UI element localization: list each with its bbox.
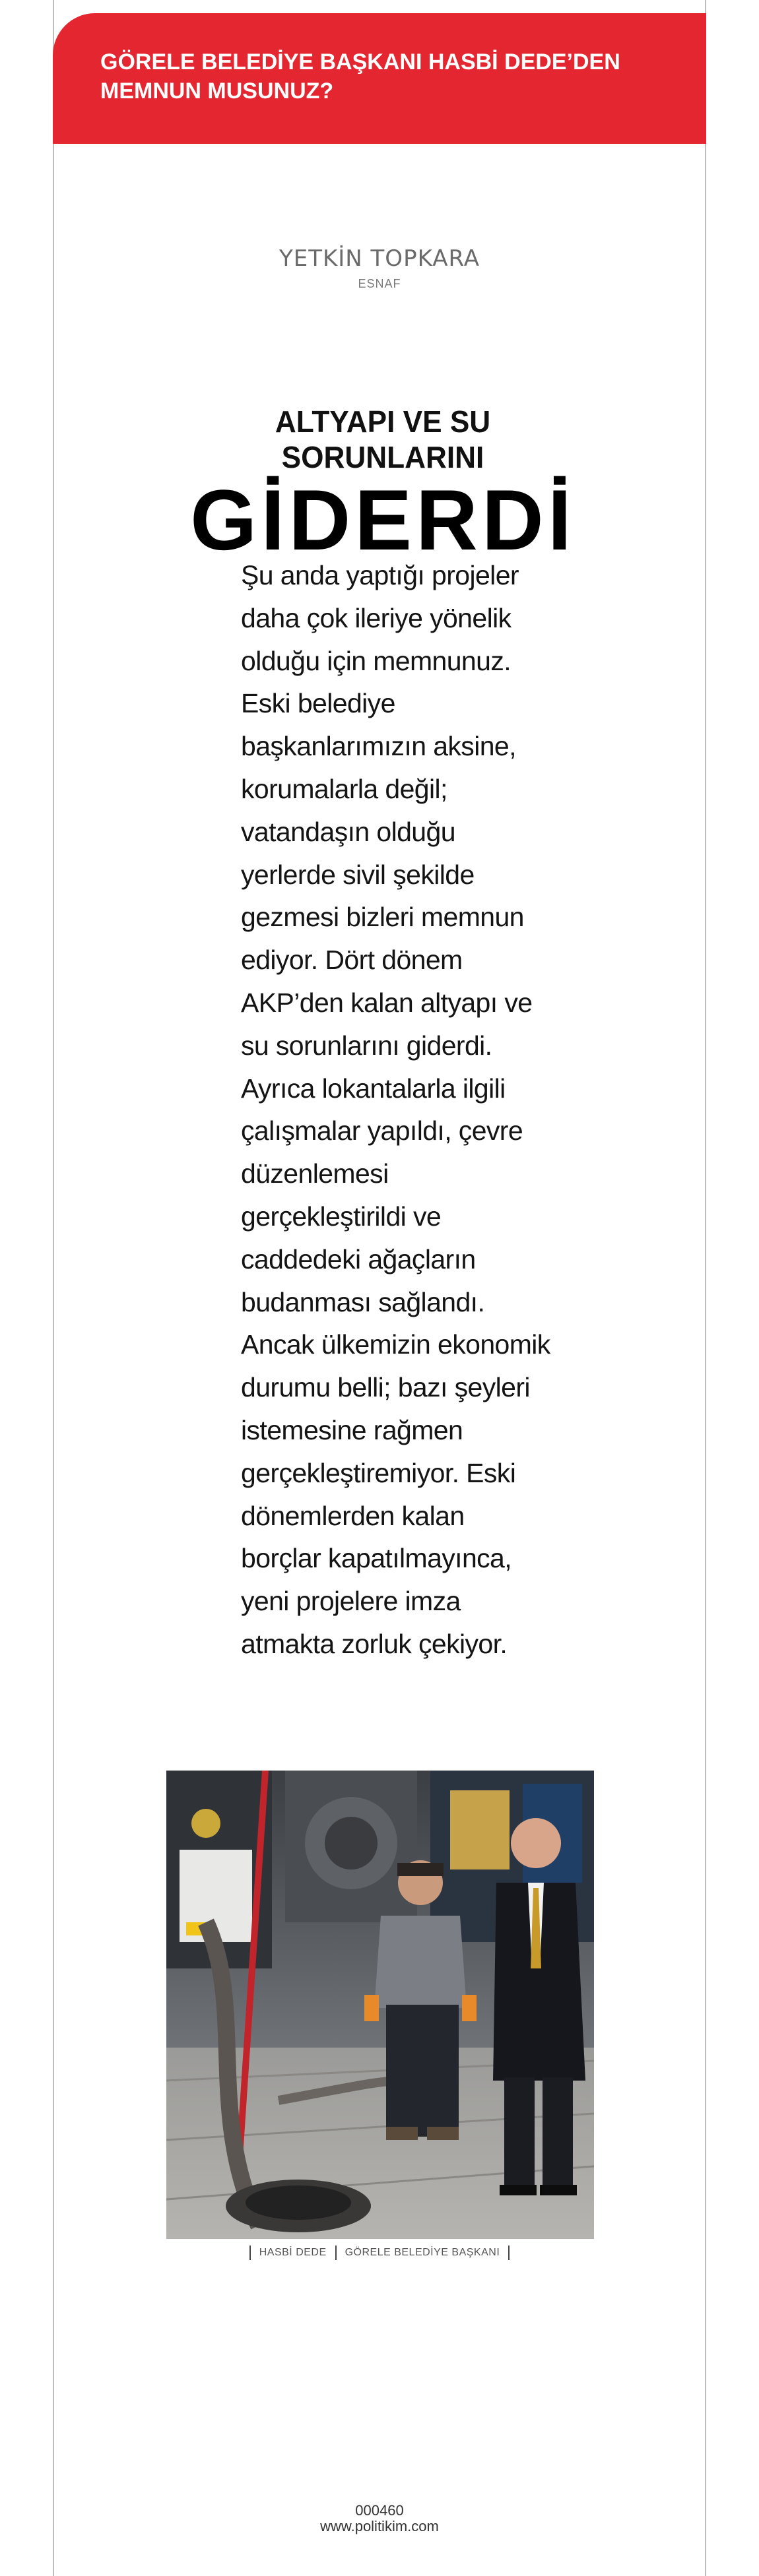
article-body: Şu anda yaptığı projeler daha çok ileriye yönelik olduğu için memnunuz. Eski belediye başkanlarımızın aksine, korumalarla değil; vatandaşın olduğu yerlerde sivil şekilde gezmesi bizleri memnun ediyor. Dört dönem AKP’den kalan altyapı ve su sorunlarını giderdi. Ayrıca lokantalarla ilgili çalışmalar yapıldı, çevre düzenlemesi gerçekleştirildi ve caddedeki ağaçların budanması sağlandı. Ancak ülkemizin ekonomik durumu belli; bazı şeyleri istemesine rağmen gerçekleştiremiyor. Eski dönemlerden kalan borçlar kapatılmayınca, yeni projelere imza atmakta zorluk çekiyor. — [241, 560, 550, 1659]
photo-caption — [53, 2246, 706, 2260]
author-name: YETKİN TOPKARA — [279, 245, 480, 272]
question-banner — [53, 13, 706, 144]
caption-divider — [335, 2246, 337, 2260]
page-footer — [53, 2503, 706, 2534]
headline — [165, 404, 601, 568]
footer-code: 000460 — [355, 2502, 404, 2519]
caption-name: HASBİ DEDE — [259, 2247, 327, 2258]
author-role: ESNAF — [358, 277, 401, 290]
caption-title: GÖRELE BELEDİYE BAŞKANI — [345, 2247, 500, 2258]
photo-icon — [166, 1771, 594, 2239]
caption-divider — [249, 2246, 251, 2260]
banner-title: GÖRELE BELEDİYE BAŞKANI HASBİ DEDE’DEN MEMNUN MUSUNUZ? — [100, 49, 620, 104]
caption-divider — [508, 2246, 510, 2260]
author-block — [53, 245, 706, 291]
headline-subtitle: ALTYAPI VE SU SORUNLARINI — [275, 404, 491, 474]
footer-website[interactable]: www.politikim.com — [320, 2518, 439, 2534]
headline-title: GİDERDİ — [190, 472, 576, 568]
article-photo — [166, 1771, 594, 2239]
